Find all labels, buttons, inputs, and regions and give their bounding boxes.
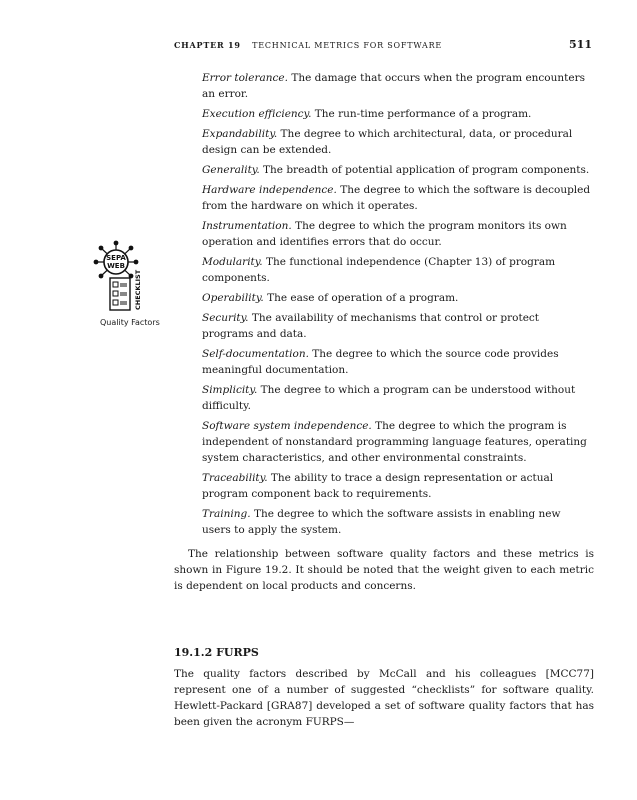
- definition-term: Hardware independence.: [202, 184, 337, 196]
- page-number: 511: [569, 38, 592, 51]
- definition-item: [202, 254, 592, 286]
- definition-term: Training.: [202, 508, 251, 520]
- definition-item: [202, 506, 592, 538]
- definition-list: [202, 70, 592, 542]
- definition-text: The run-time performance of a program.: [314, 108, 532, 120]
- definition-text: The breadth of potential application of program components.: [263, 164, 590, 176]
- definition-item: [202, 290, 592, 306]
- definition-term: Modularity.: [202, 256, 263, 268]
- definition-text: The ease of operation of a program.: [267, 292, 459, 304]
- margin-caption: Quality Factors: [100, 318, 160, 327]
- definition-term: Error tolerance.: [202, 72, 288, 84]
- definition-text: The degree to which the program monitors its own operation and identifies errors that do occur.: [202, 220, 567, 248]
- definition-item: [202, 162, 592, 178]
- chapter-title: TECHNICAL METRICS FOR SOFTWARE: [252, 41, 443, 50]
- definition-term: Operability.: [202, 292, 264, 304]
- checklist-badge-text: CHECKLIST: [134, 269, 142, 310]
- definition-item: [202, 70, 592, 102]
- definition-term: Execution efficiency.: [202, 108, 312, 120]
- definition-text: The degree to which the software assists in enabling new users to apply the system.: [202, 508, 561, 536]
- sepa-web-checklist-icon: [92, 240, 162, 322]
- body-paragraph-2: The quality factors described by McCall and his colleagues [MCC77] represent one of a number of suggested “checklists” for software quality. Hewlett-Packard [GRA87] developed a set of software quality factors that has been given the acronym FURPS—: [174, 668, 594, 728]
- definition-item: [202, 218, 592, 250]
- definition-text: The ability to trace a design representation or actual program component back to requirements.: [202, 472, 554, 500]
- definition-term: Expandability.: [202, 128, 278, 140]
- definition-text: The degree to which the source code provides meaningful documentation.: [202, 348, 559, 376]
- definition-text: The degree to which architectural, data, or procedural design can be extended.: [202, 128, 573, 156]
- body-paragraph-1: The relationship between software quality factors and these metrics is shown in Figure 19.2. It should be noted that the weight given to each metric is dependent on local products and concerns.: [174, 548, 594, 592]
- definition-text: The damage that occurs when the program encounters an error.: [202, 72, 585, 100]
- definition-term: Generality.: [202, 164, 260, 176]
- definition-term: Instrumentation.: [202, 220, 292, 232]
- definition-item: [202, 106, 592, 122]
- chapter-label: CHAPTER 19: [174, 40, 241, 50]
- definition-text: The degree to which a program can be understood without difficulty.: [202, 384, 576, 412]
- definition-item: [202, 346, 592, 378]
- definition-item: [202, 470, 592, 502]
- definition-text: The availability of mechanisms that control or protect programs and data.: [202, 312, 540, 340]
- logo-text-sepa: SEPA: [106, 254, 126, 262]
- definition-term: Self-documentation.: [202, 348, 309, 360]
- definition-text: The degree to which the software is decoupled from the hardware on which it operates.: [202, 184, 591, 212]
- definition-text: The functional independence (Chapter 13) of program components.: [202, 256, 556, 284]
- definition-item: [202, 382, 592, 414]
- definition-term: Simplicity.: [202, 384, 258, 396]
- definition-item: [202, 418, 592, 466]
- definition-text: The degree to which the program is independent of nonstandard programming language features, operating system characteristics, and other environmental constraints.: [202, 420, 587, 464]
- checklist-icon: [92, 240, 162, 318]
- section-heading: 19.1.2 FURPS: [174, 646, 259, 659]
- definition-item: [202, 182, 592, 214]
- definition-term: Traceability.: [202, 472, 268, 484]
- definition-term: Software system independence.: [202, 420, 372, 432]
- logo-text-web: WEB: [107, 262, 125, 270]
- definition-term: Security.: [202, 312, 249, 324]
- running-header: [174, 40, 592, 50]
- definition-item: [202, 126, 592, 158]
- definition-item: [202, 310, 592, 342]
